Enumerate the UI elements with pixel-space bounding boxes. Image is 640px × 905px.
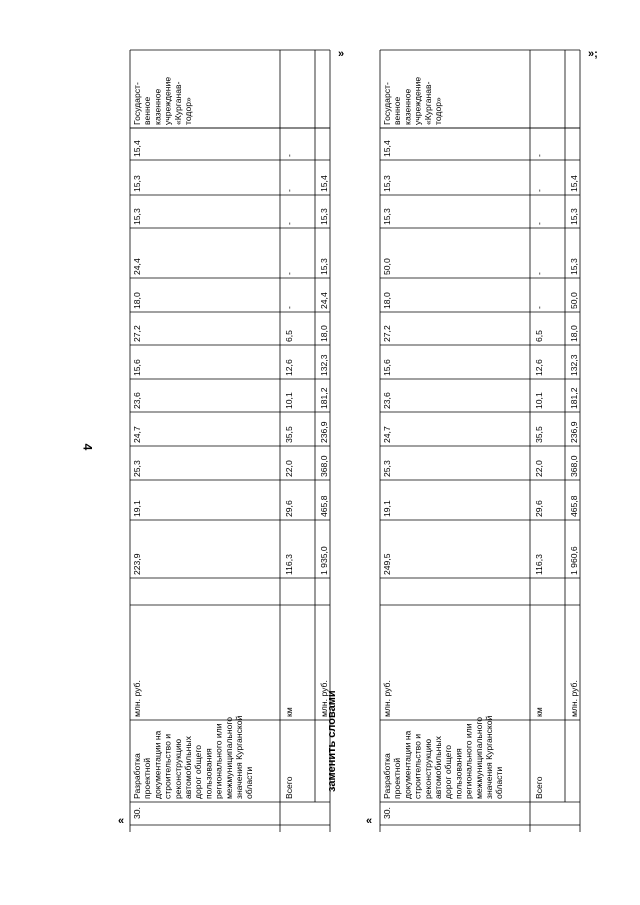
rub-year-value: 465,8	[319, 495, 329, 517]
rub-year-value: 15,3	[319, 258, 329, 275]
year-value: 24,4	[132, 258, 142, 275]
description-line: проектной	[392, 757, 403, 799]
km-unit: км	[284, 707, 294, 717]
km-year-value: -	[284, 154, 294, 157]
rub-year-value: 368,0	[569, 455, 579, 477]
rub-year-value: 15,3	[569, 208, 579, 225]
year-value: 25,3	[132, 460, 142, 477]
year-value: 50,0	[382, 258, 392, 275]
description-line: значения Курганской	[234, 715, 244, 799]
km-year-value: -	[534, 189, 544, 192]
executor-line: венное	[142, 96, 153, 125]
year-value: 15,6	[132, 359, 142, 376]
year-value: 15,4	[132, 140, 142, 157]
executor-line: венное	[392, 96, 403, 125]
year-value: 23,6	[382, 392, 392, 409]
rub-year-value: 181,2	[319, 387, 329, 409]
description-line: автомобильных	[433, 736, 443, 799]
year-value: 23,6	[132, 392, 142, 409]
rub-year-value: 15,3	[569, 258, 579, 275]
open-quote-2: «	[366, 815, 373, 827]
km-total: 116,3	[284, 554, 294, 575]
open-quote-1: «	[118, 815, 125, 827]
rub-unit: млн. руб.	[319, 680, 329, 717]
rub-year-value: 465,8	[569, 495, 579, 517]
km-year-value: 6,5	[284, 330, 294, 342]
year-value: 24,7	[382, 426, 392, 443]
km-year-value: 12,6	[534, 359, 544, 376]
rub-year-value: 132,3	[569, 354, 579, 376]
executor-line: Государст-	[132, 82, 142, 125]
year-value: 19,1	[132, 500, 142, 517]
page-number: 4	[80, 443, 95, 451]
close-quote-1: »	[338, 48, 345, 60]
unit-label: млн. руб.	[132, 680, 142, 717]
row-number: 30.	[382, 807, 392, 819]
rub-year-value: 15,3	[319, 208, 329, 225]
description-line: дорог общего	[193, 744, 204, 799]
executor-line: учреждение	[412, 76, 423, 125]
description-line: Разработка	[132, 753, 142, 799]
rub-year-value: 18,0	[569, 325, 579, 342]
description-line: пользования	[453, 748, 464, 799]
km-year-value: -	[284, 222, 294, 225]
total-value: 223,9	[132, 553, 142, 575]
executor-line: тодор»	[183, 97, 193, 125]
km-year-value: -	[534, 306, 544, 309]
km-year-value: -	[284, 189, 294, 192]
km-year-value: 6,5	[534, 330, 544, 342]
year-value: 18,0	[382, 292, 392, 309]
rub-year-value: 368,0	[319, 455, 329, 477]
km-year-value: 22,0	[534, 460, 544, 477]
rub-year-value: 15,4	[569, 175, 579, 192]
row-number: 30.	[132, 807, 142, 819]
description-line: документации на	[402, 730, 413, 799]
rub-year-value: 18,0	[319, 325, 329, 342]
total-label: Всего	[284, 776, 294, 799]
rub-year-value: 24,4	[319, 292, 329, 309]
km-year-value: 10,1	[534, 392, 544, 409]
rub-total: 1 935,0	[319, 546, 329, 575]
rub-year-value: 50,0	[569, 292, 579, 309]
rub-total: 1 960,6	[569, 546, 579, 575]
description-line: области	[244, 766, 255, 799]
km-year-value: 29,6	[534, 500, 544, 517]
executor-line: «Курганав-	[422, 81, 433, 125]
year-value: 15,3	[382, 175, 392, 192]
description-line: области	[494, 766, 505, 799]
description-line: пользования	[203, 748, 214, 799]
total-label: Всего	[534, 776, 544, 799]
executor-line: «Курганав-	[172, 81, 183, 125]
year-value: 18,0	[132, 292, 142, 309]
km-year-value: -	[534, 222, 544, 225]
km-unit: км	[534, 707, 544, 717]
rub-year-value: 15,4	[319, 175, 329, 192]
total-value: 249,5	[382, 553, 392, 575]
description-line: строительство и	[412, 733, 423, 799]
year-value: 15,3	[132, 175, 142, 192]
km-year-value: -	[284, 272, 294, 275]
km-year-value: 35,5	[284, 426, 294, 443]
km-year-value: 35,5	[534, 426, 544, 443]
description-line: реконструкцию	[422, 738, 433, 799]
executor-line: тодор»	[433, 97, 443, 125]
year-value: 27,2	[382, 325, 392, 342]
year-value: 15,3	[132, 208, 142, 225]
km-year-value: 29,6	[284, 500, 294, 517]
km-year-value: -	[534, 272, 544, 275]
year-value: 15,6	[382, 359, 392, 376]
km-total: 116,3	[534, 554, 544, 575]
km-year-value: -	[534, 154, 544, 157]
km-year-value: 10,1	[284, 392, 294, 409]
executor-line: Государст-	[382, 82, 392, 125]
rub-year-value: 132,3	[319, 354, 329, 376]
description-line: межмуниципального	[223, 716, 234, 799]
year-value: 25,3	[382, 460, 392, 477]
description-line: документации на	[152, 730, 163, 799]
description-line: дорог общего	[443, 744, 454, 799]
km-year-value: 12,6	[284, 359, 294, 376]
description-line: регионального или	[463, 723, 474, 799]
rub-year-value: 181,2	[569, 387, 579, 409]
km-year-value: 22,0	[284, 460, 294, 477]
executor-line: казенное	[402, 88, 413, 125]
year-value: 15,3	[382, 208, 392, 225]
year-value: 24,7	[132, 426, 142, 443]
description-line: проектной	[142, 757, 153, 799]
executor-line: казенное	[152, 88, 163, 125]
description-line: автомобильных	[183, 736, 193, 799]
unit-label: млн. руб.	[382, 680, 392, 717]
description-line: межмуниципального	[473, 716, 484, 799]
rub-year-value: 236,9	[569, 421, 579, 443]
description-line: значения Курганской	[484, 715, 494, 799]
close-quote-end: »;	[588, 48, 598, 60]
year-value: 27,2	[132, 325, 142, 342]
rub-year-value: 236,9	[319, 421, 329, 443]
year-value: 15,4	[382, 140, 392, 157]
km-year-value: -	[284, 306, 294, 309]
year-value: 19,1	[382, 500, 392, 517]
description-line: строительство и	[162, 733, 173, 799]
executor-line: учреждение	[162, 76, 173, 125]
description-line: реконструкцию	[172, 738, 183, 799]
description-line: регионального или	[213, 723, 224, 799]
rub-unit: млн. руб.	[569, 680, 579, 717]
description-line: Разработка	[382, 753, 392, 799]
